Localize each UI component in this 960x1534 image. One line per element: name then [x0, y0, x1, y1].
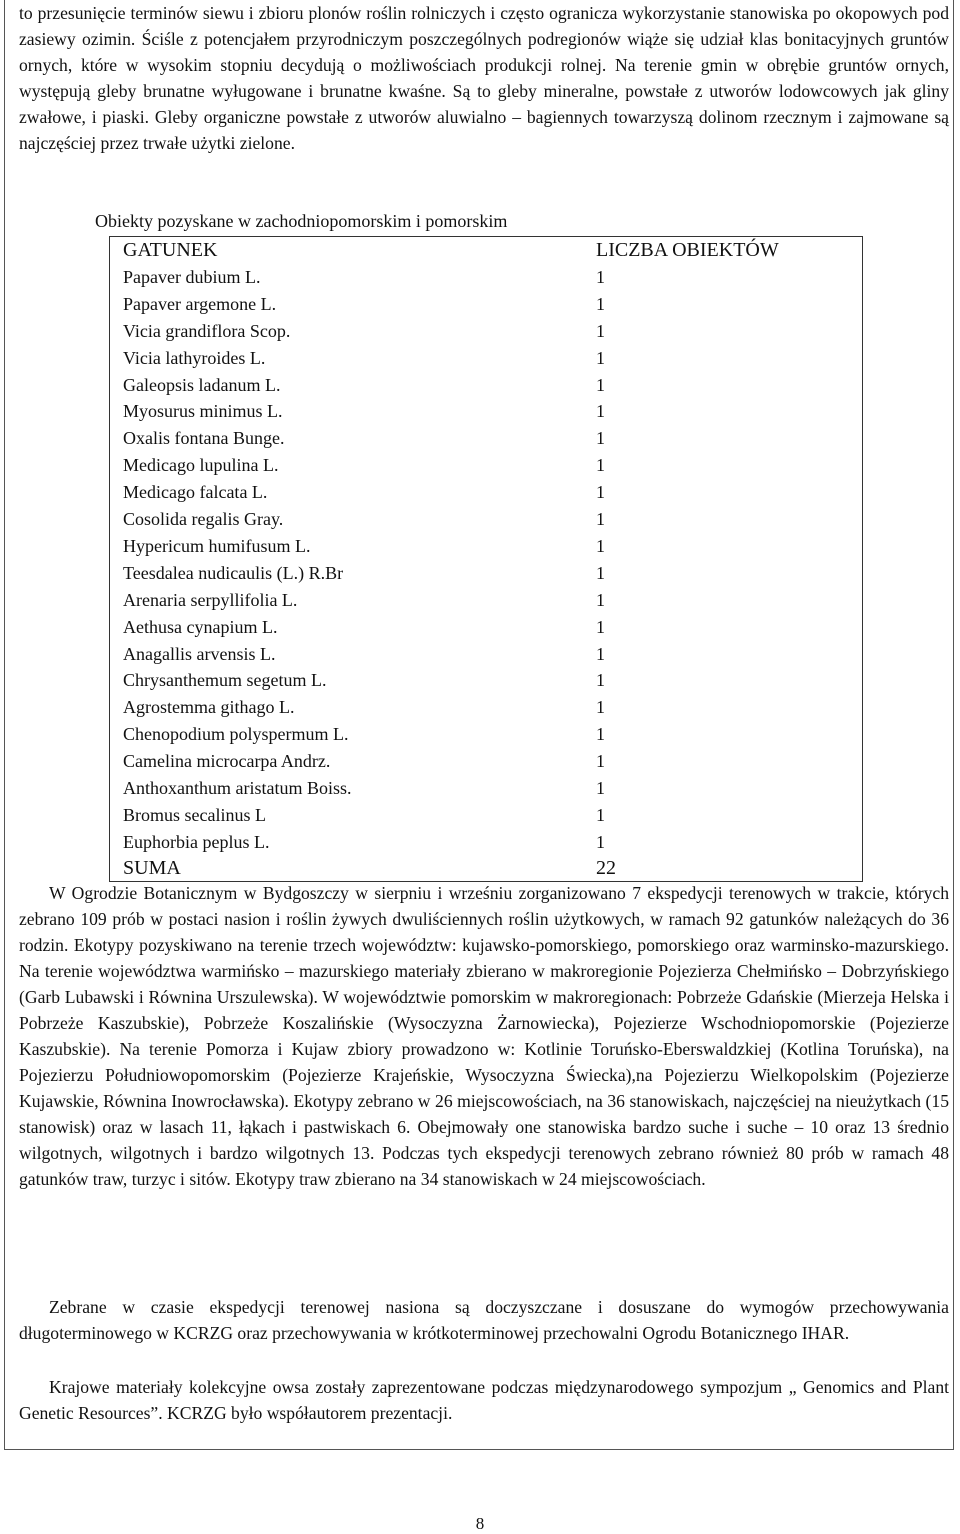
species-name: Anthoxanthum aristatum Boiss. — [123, 778, 352, 798]
table-row — [110, 748, 862, 775]
object-count: 1 — [596, 320, 605, 341]
table-row — [110, 775, 862, 802]
object-count: 1 — [596, 535, 605, 556]
table-row — [110, 318, 862, 345]
object-count: 1 — [596, 401, 605, 422]
species-name: Aethusa cynapium L. — [123, 616, 278, 637]
species-name: Medicago falcata L. — [123, 482, 268, 503]
page-number: 8 — [475, 1514, 485, 1533]
object-count: 1 — [596, 589, 605, 610]
table-row — [110, 425, 862, 452]
table-row — [110, 802, 862, 829]
object-count: 1 — [596, 562, 605, 583]
table-row — [110, 452, 862, 479]
species-name: Camelina microcarpa Andrz. — [123, 751, 331, 772]
species-name: Medicago lupulina L. — [123, 455, 279, 476]
table-row — [110, 506, 862, 533]
table-sum-row — [110, 855, 862, 882]
symposium-paragraph: Krajowe materiały kolekcyjne owsa zostały zaprezentowane podczas międzynarodowego sympozjum „ Genomics and Plant Genetic Resources”. KCRZG było współautorem prezentacji. — [19, 1377, 949, 1423]
species-name: Oxalis fontana Bunge. — [123, 428, 285, 449]
species-name: Chenopodium polyspermum L. — [123, 724, 349, 745]
species-name: Agrostemma githago L. — [123, 697, 295, 718]
species-name: Galeopsis ladanum L. — [123, 374, 281, 395]
table-row — [110, 372, 862, 399]
object-count: 1 — [596, 347, 605, 368]
object-count: 1 — [596, 670, 605, 691]
species-name: Chrysanthemum segetum L. — [123, 670, 327, 691]
table-row — [110, 560, 862, 587]
table-row — [110, 479, 862, 506]
object-count: 1 — [596, 697, 605, 718]
table-caption: Obiekty pozyskane w zachodniopomorskim i pomorskim — [95, 211, 508, 231]
intro-paragraph: to przesunięcie terminów siewu i zbioru plonów roślin rolniczych i często ogranicza wykorzystanie stanowiska po okopowych pod zasiewy ozimin. Ściśle z potencjałem przyrodniczym poszczególnych podregionów wiąże się udział klas bonitacyjnych gruntów ornych, które w wysokim stopniu decydują o możliwościach produkcji rolnej. Na terenie gmin w obrębie gruntów ornych, występują gleby brunatne wyługowane i brunatne kwaśne. Są to gleby mineralne, powstałe z utworów lodowcowych jak gliny zwałowe, i piaski. Gleby organiczne powstałe z utworów aluwialno – bagiennych towarzyszą dolinom rzecznym i zajmowane są najczęściej przez trwałe użytki zielone. — [19, 3, 949, 153]
sum-value: 22 — [596, 857, 616, 879]
species-name: Papaver dubium L. — [123, 266, 261, 287]
sum-label: SUMA — [123, 857, 181, 879]
object-count: 1 — [596, 778, 605, 798]
object-count: 1 — [596, 428, 605, 449]
species-name: Cosolida regalis Gray. — [123, 509, 284, 529]
expeditions-paragraph: W Ogrodzie Botanicznym w Bydgoszczy w sierpniu i wrześniu zorganizowano 7 ekspedycji terenowych w trakcie, których zebrano 109 prób w postaci nasion i roślin żywych dwuliściennych roślin użytkowych, w ramach 92 gatunków należących do 36 rodzin. Ekotypy pozyskiwano na terenie trzech województw: kujawsko-pomorskiego, pomorskiego oraz warminsko-mazurskiego. Na terenie województwa warmińsko – mazurskiego materiały zbierano w makroregionie Pojezierza Chełmińsko – Dobrzyńskiego (Garb Lubawski i Równina Urszulewska). W województwie pomorskim w makroregionach: Pobrzeże Gdańskie (Mierzeja Helska i Pobrzeże Kaszubskie), Pobrzeże Koszalińskie (Wysoczyzna Żarnowiecka), Pojezierze Wschodniopomorskie (Pojezierze Kaszubskie). Na terenie Pomorza i Kujaw zbiory prowadzono w: Kotlinie Toruńsko-Eberswaldzkiej (Kotlina Toruńska), na Pojezierzu Południowopomorskim (Pojezierze Krajeńskie, Wysoczyzna Świecka),na Pojezierzu Wielkopolskim (Pojezierze Kujawskie, Równina Inowrocławska). Ekotypy zebrano w 26 miejscowościach, na 36 stanowiskach, najczęściej na nieużytkach (15 stanowisk) oraz w lasach 11, łąkach i pastwiskach 6. Obejmowały one stanowiska bardzo suche i suche – 10 oraz 13 średnio wilgotnych, wilgotnych i bardzo wilgotnych 13. Podczas tych ekspedycji terenowych zebrano również 80 prób w ramach 48 gatunków traw, turzyc i sitów. Ekotypy traw zbierano na 34 stanowiskach w 24 miejscowościach. — [19, 883, 949, 1189]
object-count: 1 — [596, 751, 605, 772]
page-frame — [4, 0, 954, 1450]
species-name: Arenaria serpyllifolia L. — [123, 589, 298, 610]
table-row — [110, 291, 862, 318]
species-name: Teesdalea nudicaulis (L.) R.Br — [123, 562, 344, 583]
species-name: Myosurus minimus L. — [123, 401, 283, 422]
object-count: 1 — [596, 266, 605, 287]
object-count: 1 — [596, 482, 605, 503]
species-name: Hypericum humifusum L. — [123, 535, 311, 556]
table-row — [110, 667, 862, 694]
object-count: 1 — [596, 293, 605, 314]
object-count: 1 — [596, 831, 605, 852]
table-row — [110, 264, 862, 291]
species-name: Anagallis arvensis L. — [123, 643, 276, 664]
table-row — [110, 829, 862, 856]
table-row — [110, 587, 862, 614]
table-row — [110, 533, 862, 560]
object-count: 1 — [596, 616, 605, 637]
table-row — [110, 694, 862, 721]
object-count: 1 — [596, 724, 605, 745]
header-species: GATUNEK — [123, 239, 218, 261]
species-name: Bromus secalinus L — [123, 804, 266, 825]
species-name: Vicia grandiflora Scop. — [123, 320, 291, 341]
species-table — [109, 236, 863, 882]
object-count: 1 — [596, 804, 605, 825]
table-row — [110, 398, 862, 425]
table-row — [110, 721, 862, 748]
species-name: Vicia lathyroides L. — [123, 347, 266, 368]
object-count: 1 — [596, 455, 605, 476]
species-name: Euphorbia peplus L. — [123, 831, 270, 852]
storage-paragraph: Zebrane w czasie ekspedycji terenowej nasiona są doczyszczane i dosuszane do wymogów przechowywania długoterminowego w KCRZG oraz przechowywania w krótkoterminowej przechowalni Ogrodu Botanicznego IHAR. — [19, 1297, 949, 1343]
object-count: 1 — [596, 509, 605, 529]
object-count: 1 — [596, 643, 605, 664]
table-row — [110, 641, 862, 668]
species-name: Papaver argemone L. — [123, 293, 277, 314]
header-count: LICZBA OBIEKTÓW — [596, 239, 779, 261]
table-header-row — [110, 237, 862, 264]
object-count: 1 — [596, 374, 605, 395]
table-row — [110, 614, 862, 641]
table-row — [110, 345, 862, 372]
